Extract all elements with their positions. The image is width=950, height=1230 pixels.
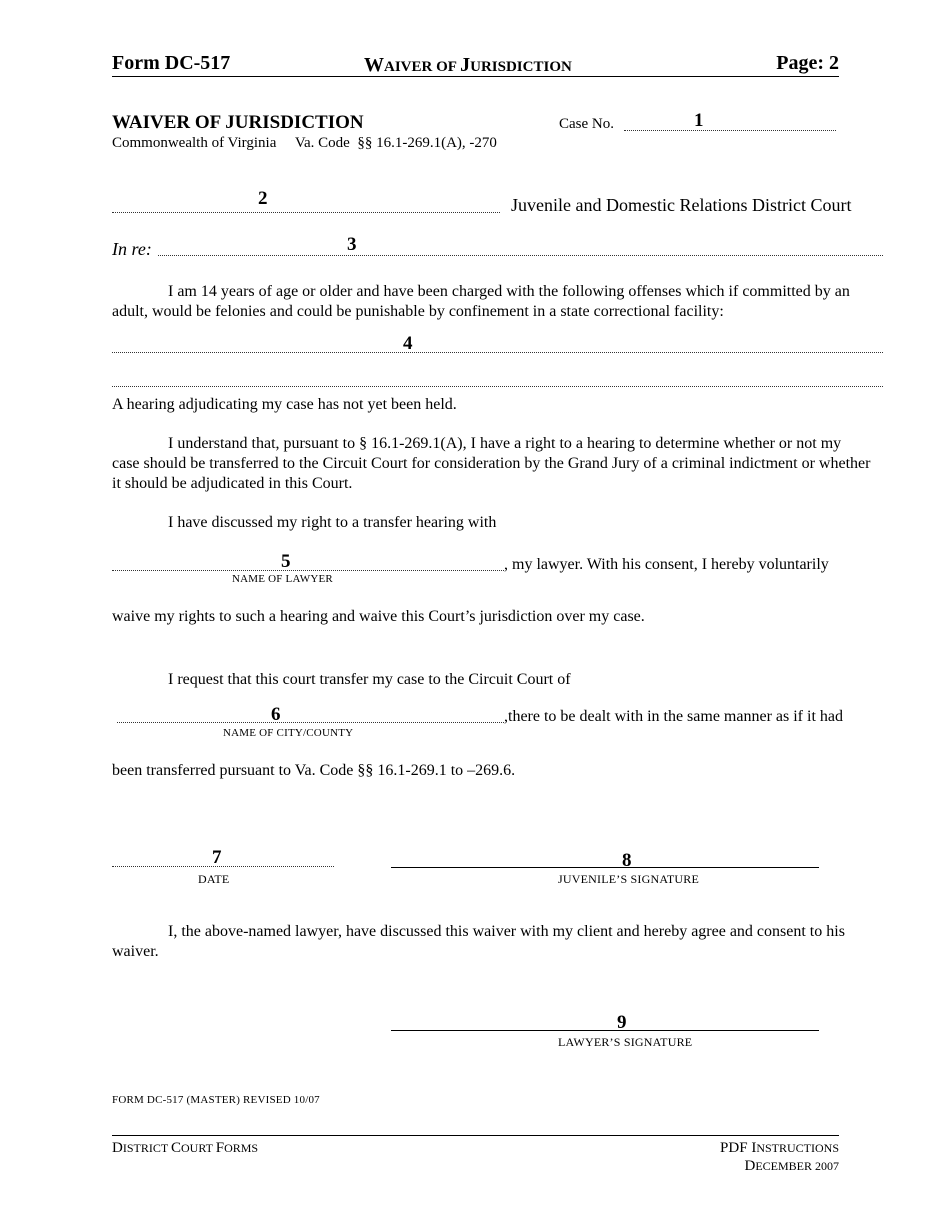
form-subtitle: Commonwealth of Virginia Va. Code §§ 16.1-269.1(A), -270 xyxy=(112,135,497,151)
field-number-9: 9 xyxy=(617,1012,627,1033)
transfer-citation-text: been transferred pursuant to Va. Code §§ 16.1-269.1 to –269.6. xyxy=(112,762,516,779)
field-number-2: 2 xyxy=(258,188,268,209)
field-number-7: 7 xyxy=(212,847,222,868)
footer-right-line-2: DECEMBER 2007 xyxy=(744,1158,839,1174)
footer-rule xyxy=(112,1135,839,1136)
lawyer-consent-text: , my lawyer. With his consent, I hereby voluntarily xyxy=(504,556,829,573)
offenses-field-line-1[interactable] xyxy=(112,352,883,353)
form-id: Form DC-517 xyxy=(112,52,231,74)
page-number: Page: 2 xyxy=(776,52,839,74)
in-re-field[interactable] xyxy=(158,255,883,256)
offenses-paragraph: I am 14 years of age or older and have been charged with the following offenses which if committed by an adult, would be felonies and could be punishable by confinement in a state correctional facility: xyxy=(112,283,850,320)
city-county-caption: NAME OF CITY/COUNTY xyxy=(223,727,354,739)
field-number-1: 1 xyxy=(694,110,704,131)
date-field[interactable] xyxy=(112,866,334,867)
field-number-4: 4 xyxy=(403,333,413,354)
date-caption: DATE xyxy=(198,872,230,886)
juvenile-signature-caption: JUVENILE’S SIGNATURE xyxy=(558,872,699,886)
field-number-6: 6 xyxy=(271,704,281,725)
offenses-field-line-2[interactable] xyxy=(112,386,883,387)
field-number-3: 3 xyxy=(347,234,357,255)
city-county-field[interactable] xyxy=(117,722,504,723)
case-no-label: Case No. xyxy=(559,116,614,132)
case-no-field[interactable] xyxy=(624,130,836,131)
discussed-text: I have discussed my right to a transfer hearing with xyxy=(168,514,497,531)
court-name-label: Juvenile and Domestic Relations District Court xyxy=(511,195,852,215)
in-re-label: In re: xyxy=(112,239,152,259)
lawyer-signature-caption: LAWYER’S SIGNATURE xyxy=(558,1035,693,1049)
footer-left: DISTRICT COURT FORMS xyxy=(112,1140,259,1156)
rights-paragraph: I understand that, pursuant to § 16.1-269.1(A), I have a right to a hearing to determine whether or not my case should be transferred to the Circuit Court for consideration by the Grand Jury of a criminal indictment or whether it should be adjudicated in this Court. xyxy=(112,435,871,492)
form-revision: FORM DC-517 (MASTER) REVISED 10/07 xyxy=(112,1094,320,1106)
form-title: WAIVER OF JURISDICTION xyxy=(112,112,364,133)
lawyer-signature-field[interactable] xyxy=(391,1030,819,1031)
city-transfer-text: ,there to be dealt with in the same manner as if it had xyxy=(504,708,843,725)
juvenile-signature-field[interactable] xyxy=(391,867,819,868)
hearing-status-text: A hearing adjudicating my case has not yet been held. xyxy=(112,396,457,413)
lawyer-name-field[interactable] xyxy=(112,570,504,571)
page-header xyxy=(112,52,839,77)
footer-right-line-1: PDF INSTRUCTIONS xyxy=(720,1140,839,1156)
field-number-5: 5 xyxy=(281,551,291,572)
field-number-8: 8 xyxy=(622,850,632,871)
lawyer-name-caption: NAME OF LAWYER xyxy=(232,573,333,585)
court-name-field[interactable] xyxy=(112,212,500,213)
lawyer-consent-paragraph: I, the above-named lawyer, have discussed this waiver with my client and hereby agree and consent to his waiver. xyxy=(112,923,845,960)
header-title: WAIVER OF JURISDICTION xyxy=(364,54,572,76)
waive-text: waive my rights to such a hearing and waive this Court’s jurisdiction over my case. xyxy=(112,608,645,625)
transfer-request-text: I request that this court transfer my case to the Circuit Court of xyxy=(168,671,571,688)
